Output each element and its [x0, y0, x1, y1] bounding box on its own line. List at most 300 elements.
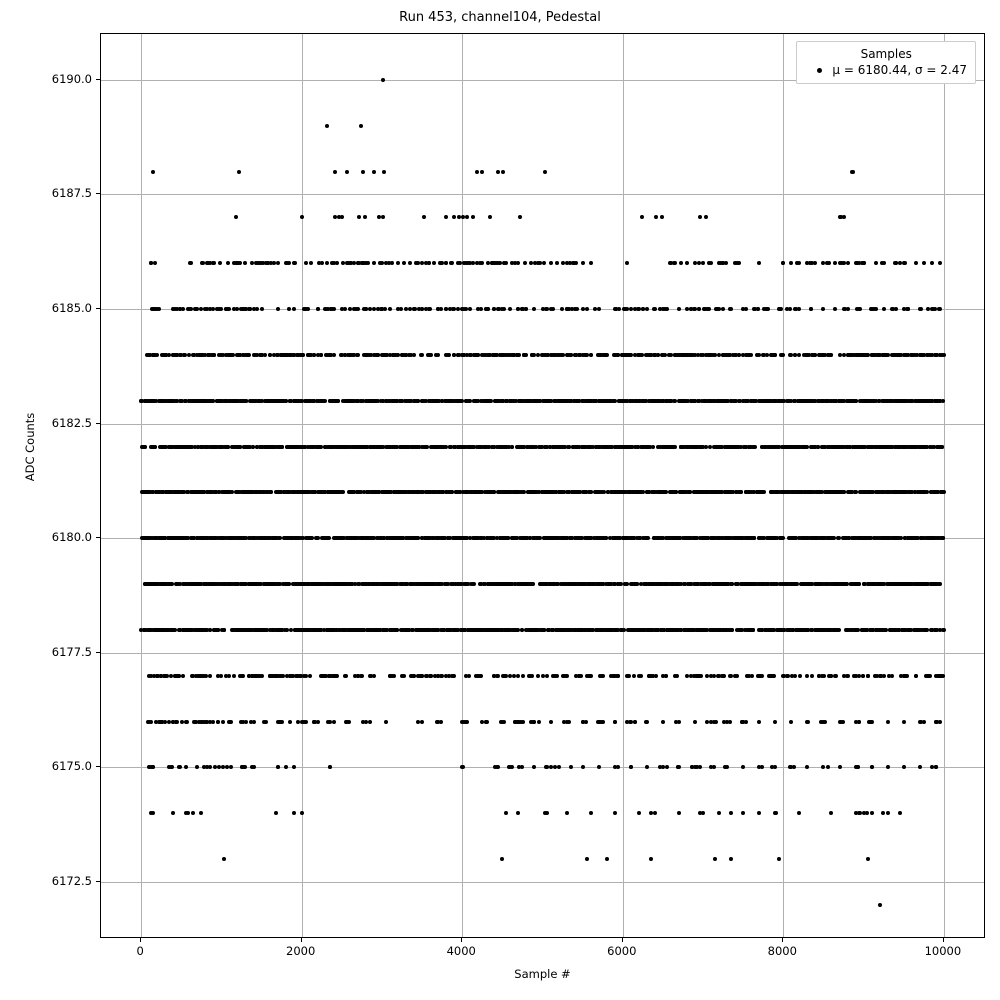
scatter-point — [456, 536, 460, 540]
scatter-point — [197, 353, 201, 357]
scatter-point — [241, 353, 245, 357]
scatter-point — [153, 445, 157, 449]
scatter-point — [532, 445, 536, 449]
scatter-point — [416, 261, 420, 265]
scatter-point — [732, 399, 736, 403]
scatter-point — [721, 307, 725, 311]
scatter-point — [925, 490, 929, 494]
scatter-point — [793, 307, 797, 311]
scatter-point — [483, 445, 487, 449]
scatter-point — [641, 307, 645, 311]
scatter-point — [524, 399, 528, 403]
scatter-point — [470, 445, 474, 449]
scatter-point — [645, 307, 649, 311]
scatter-point — [565, 261, 569, 265]
scatter-point — [810, 490, 814, 494]
scatter-point — [160, 445, 164, 449]
scatter-point — [585, 536, 589, 540]
scatter-point — [715, 490, 719, 494]
scatter-point — [842, 215, 846, 219]
scatter-point — [300, 215, 304, 219]
scatter-point — [252, 536, 256, 540]
scatter-point — [272, 261, 276, 265]
scatter-point — [312, 353, 316, 357]
scatter-point — [581, 307, 585, 311]
scatter-point — [303, 307, 307, 311]
scatter-point — [766, 536, 770, 540]
scatter-point — [383, 307, 387, 311]
gridline-horizontal — [101, 653, 984, 654]
scatter-point — [520, 445, 524, 449]
scatter-point — [452, 215, 456, 219]
scatter-point — [928, 445, 932, 449]
scatter-point — [752, 307, 756, 311]
scatter-point — [441, 445, 445, 449]
scatter-point — [766, 399, 770, 403]
scatter-point — [487, 353, 491, 357]
scatter-point — [625, 353, 629, 357]
scatter-point — [797, 353, 801, 357]
scatter-point — [366, 399, 370, 403]
scatter-point — [501, 170, 505, 174]
scatter-point — [310, 445, 314, 449]
scatter-point — [532, 307, 536, 311]
scatter-point — [911, 445, 915, 449]
scatter-point — [526, 445, 530, 449]
scatter-point — [769, 445, 773, 449]
scatter-point — [322, 399, 326, 403]
scatter-point — [477, 445, 481, 449]
scatter-point — [486, 399, 490, 403]
scatter-point — [258, 536, 262, 540]
scatter-point — [630, 445, 634, 449]
scatter-point — [615, 445, 619, 449]
scatter-point — [744, 307, 748, 311]
scatter-point — [287, 307, 291, 311]
scatter-point — [698, 215, 702, 219]
scatter-point — [919, 307, 923, 311]
scatter-point — [833, 261, 837, 265]
scatter-point — [447, 353, 451, 357]
scatter-point — [243, 261, 247, 265]
scatter-point — [612, 353, 616, 357]
scatter-point — [341, 490, 345, 494]
scatter-point — [781, 261, 785, 265]
scatter-point — [848, 445, 852, 449]
scatter-point — [571, 261, 575, 265]
gridline-vertical — [462, 34, 463, 937]
scatter-point — [315, 445, 319, 449]
scatter-point — [674, 490, 678, 494]
scatter-point — [880, 261, 884, 265]
scatter-point — [391, 399, 395, 403]
scatter-point — [641, 445, 645, 449]
scatter-point — [471, 215, 475, 219]
scatter-point — [479, 307, 483, 311]
scatter-point — [383, 353, 387, 357]
scatter-point — [450, 490, 454, 494]
scatter-point — [241, 399, 245, 403]
scatter-point — [604, 536, 608, 540]
scatter-point — [697, 261, 701, 265]
scatter-point — [574, 353, 578, 357]
scatter-point — [692, 399, 696, 403]
scatter-point — [739, 490, 743, 494]
scatter-point — [155, 307, 159, 311]
scatter-point — [232, 307, 236, 311]
scatter-point — [687, 536, 691, 540]
scatter-point — [420, 307, 424, 311]
scatter-point — [478, 261, 482, 265]
scatter-point — [237, 170, 241, 174]
gridline-horizontal — [101, 767, 984, 768]
scatter-point — [920, 353, 924, 357]
scatter-point — [872, 399, 876, 403]
scatter-point — [255, 445, 259, 449]
scatter-point — [597, 399, 601, 403]
scatter-point — [543, 445, 547, 449]
scatter-point — [452, 445, 456, 449]
scatter-point — [569, 353, 573, 357]
scatter-point — [903, 261, 907, 265]
scatter-point — [444, 215, 448, 219]
scatter-point — [802, 353, 806, 357]
scatter-point — [822, 445, 826, 449]
scatter-point — [272, 399, 276, 403]
scatter-point — [300, 353, 304, 357]
scatter-point — [900, 399, 904, 403]
scatter-point — [510, 445, 514, 449]
scatter-point — [605, 399, 609, 403]
scatter-point — [284, 261, 288, 265]
scatter-point — [296, 445, 300, 449]
scatter-point — [399, 307, 403, 311]
scatter-point — [340, 215, 344, 219]
scatter-point — [435, 399, 439, 403]
scatter-point — [404, 399, 408, 403]
scatter-point — [364, 353, 368, 357]
scatter-point — [601, 353, 605, 357]
scatter-point — [704, 445, 708, 449]
scatter-point — [292, 307, 296, 311]
scatter-point — [231, 353, 235, 357]
scatter-point — [255, 307, 259, 311]
scatter-point — [623, 307, 627, 311]
scatter-point — [230, 445, 234, 449]
scatter-point — [778, 307, 782, 311]
scatter-point — [793, 353, 797, 357]
scatter-point — [827, 445, 831, 449]
scatter-point — [589, 261, 593, 265]
scatter-point — [427, 261, 431, 265]
scatter-point — [320, 261, 324, 265]
scatter-point — [709, 399, 713, 403]
scatter-point — [657, 536, 661, 540]
scatter-point — [186, 445, 190, 449]
scatter-point — [707, 307, 711, 311]
scatter-point — [882, 307, 886, 311]
scatter-point — [236, 353, 240, 357]
scatter-point — [697, 399, 701, 403]
scatter-point — [575, 307, 579, 311]
scatter-point — [664, 399, 668, 403]
scatter-point — [152, 353, 156, 357]
gridline-vertical — [944, 34, 945, 937]
scatter-point — [721, 353, 725, 357]
scatter-point — [385, 536, 389, 540]
scatter-point — [341, 261, 345, 265]
scatter-point — [581, 261, 585, 265]
scatter-point — [372, 170, 376, 174]
scatter-point — [789, 261, 793, 265]
scatter-point — [941, 399, 945, 403]
scatter-point — [472, 399, 476, 403]
scatter-point — [904, 353, 908, 357]
scatter-point — [345, 170, 349, 174]
scatter-point — [429, 353, 433, 357]
scatter-point — [821, 261, 825, 265]
scatter-point — [646, 445, 650, 449]
scatter-point — [640, 215, 644, 219]
scatter-point — [938, 261, 942, 265]
scatter-point — [887, 536, 891, 540]
scatter-point — [449, 261, 453, 265]
scatter-point — [504, 353, 508, 357]
scatter-point — [757, 261, 761, 265]
scatter-point — [897, 445, 901, 449]
scatter-point — [493, 353, 497, 357]
scatter-point — [179, 399, 183, 403]
scatter-point — [343, 353, 347, 357]
scatter-point — [221, 353, 225, 357]
scatter-point — [518, 215, 522, 219]
scatter-point — [752, 536, 756, 540]
scatter-point — [260, 307, 264, 311]
scatter-point — [412, 307, 416, 311]
scatter-point — [419, 353, 423, 357]
scatter-point — [440, 261, 444, 265]
scatter-point — [717, 445, 721, 449]
gridline-horizontal — [101, 194, 984, 195]
scatter-point — [837, 536, 841, 540]
scatter-point — [388, 307, 392, 311]
gridline-vertical — [302, 34, 303, 937]
scatter-point — [788, 307, 792, 311]
scatter-point — [914, 261, 918, 265]
scatter-point — [618, 399, 622, 403]
scatter-point — [510, 353, 514, 357]
scatter-point — [151, 399, 155, 403]
scatter-point — [817, 353, 821, 357]
scatter-point — [422, 215, 426, 219]
scatter-point — [787, 399, 791, 403]
scatter-point — [217, 399, 221, 403]
scatter-point — [212, 353, 216, 357]
scatter-point — [922, 261, 926, 265]
scatter-point — [874, 307, 878, 311]
scatter-point — [807, 399, 811, 403]
scatter-point — [351, 399, 355, 403]
scatter-point — [187, 399, 191, 403]
scatter-point — [268, 353, 272, 357]
scatter-point — [530, 353, 534, 357]
scatter-point — [368, 307, 372, 311]
scatter-point — [343, 307, 347, 311]
scatter-point — [601, 445, 605, 449]
scatter-point — [797, 307, 801, 311]
scatter-point — [452, 353, 456, 357]
scatter-point — [707, 261, 711, 265]
scatter-point — [140, 445, 144, 449]
scatter-point — [351, 445, 355, 449]
scatter-point — [937, 307, 941, 311]
scatter-point — [654, 399, 658, 403]
scatter-point — [561, 445, 565, 449]
scatter-point — [538, 261, 542, 265]
scatter-point — [652, 307, 656, 311]
scatter-point — [319, 353, 323, 357]
scatter-point — [381, 78, 385, 82]
scatter-point — [701, 261, 705, 265]
scatter-point — [539, 445, 543, 449]
scatter-point — [352, 307, 356, 311]
scatter-point — [560, 307, 564, 311]
scatter-point — [461, 445, 465, 449]
scatter-point — [478, 536, 482, 540]
scatter-point — [357, 215, 361, 219]
scatter-point — [549, 536, 553, 540]
scatter-point — [508, 307, 512, 311]
scatter-point — [400, 353, 404, 357]
scatter-point — [228, 399, 232, 403]
scatter-point — [266, 399, 270, 403]
scatter-point — [289, 399, 293, 403]
scatter-point — [532, 536, 536, 540]
scatter-point — [535, 399, 539, 403]
scatter-point — [897, 353, 901, 357]
scatter-point — [862, 261, 866, 265]
scatter-point — [206, 261, 210, 265]
scatter-point — [851, 170, 855, 174]
scatter-point — [703, 536, 707, 540]
scatter-point — [563, 399, 567, 403]
scatter-point — [617, 307, 621, 311]
scatter-point — [833, 307, 837, 311]
scatter-point — [827, 261, 831, 265]
scatter-point — [744, 399, 748, 403]
scatter-point — [788, 353, 792, 357]
scatter-point — [444, 261, 448, 265]
scatter-point — [610, 445, 614, 449]
scatter-point — [373, 445, 377, 449]
scatter-point — [842, 353, 846, 357]
scatter-point — [762, 536, 766, 540]
scatter-point — [559, 353, 563, 357]
scatter-point — [201, 261, 205, 265]
scatter-point — [190, 445, 194, 449]
scatter-point — [255, 353, 259, 357]
scatter-point — [813, 261, 817, 265]
scatter-point — [376, 353, 380, 357]
scatter-point — [924, 399, 928, 403]
scatter-point — [408, 261, 412, 265]
scatter-point — [629, 307, 633, 311]
scatter-point — [316, 307, 320, 311]
scatter-point — [276, 261, 280, 265]
scatter-point — [352, 261, 356, 265]
scatter-point — [330, 399, 334, 403]
scatter-point — [665, 307, 669, 311]
scatter-point — [620, 353, 624, 357]
scatter-point — [150, 307, 154, 311]
scatter-point — [794, 445, 798, 449]
scatter-point — [677, 307, 681, 311]
scatter-point — [412, 353, 416, 357]
scatter-point — [575, 445, 579, 449]
scatter-point — [258, 399, 262, 403]
scatter-point — [268, 445, 272, 449]
scatter-point — [393, 445, 397, 449]
scatter-point — [398, 445, 402, 449]
scatter-point — [269, 490, 273, 494]
scatter-point — [523, 261, 527, 265]
scatter-point — [333, 170, 337, 174]
scatter-point — [433, 445, 437, 449]
scatter-point — [718, 399, 722, 403]
scatter-point — [686, 399, 690, 403]
scatter-point — [208, 445, 212, 449]
scatter-point — [482, 353, 486, 357]
scatter-point — [854, 399, 858, 403]
scatter-point — [455, 490, 459, 494]
scatter-point — [363, 215, 367, 219]
scatter-point — [820, 399, 824, 403]
scatter-point — [666, 536, 670, 540]
scatter-point — [425, 445, 429, 449]
scatter-point — [582, 445, 586, 449]
scatter-point — [329, 353, 333, 357]
scatter-point — [877, 399, 881, 403]
scatter-point — [840, 445, 844, 449]
scatter-point — [475, 170, 479, 174]
gridline-vertical — [783, 34, 784, 937]
scatter-point — [898, 261, 902, 265]
scatter-point — [149, 261, 153, 265]
scatter-point — [636, 445, 640, 449]
scatter-point — [382, 170, 386, 174]
scatter-point — [713, 445, 717, 449]
scatter-point — [213, 445, 217, 449]
scatter-point — [660, 353, 664, 357]
scatter-point — [323, 445, 327, 449]
scatter-point — [175, 307, 179, 311]
gridline-horizontal — [101, 424, 984, 425]
scatter-point — [667, 353, 671, 357]
scatter-point — [520, 307, 524, 311]
scatter-point — [669, 399, 673, 403]
scatter-point — [658, 307, 662, 311]
scatter-point — [279, 353, 283, 357]
scatter-point — [795, 261, 799, 265]
scatter-point — [251, 445, 255, 449]
scatter-point — [780, 536, 784, 540]
scatter-point — [359, 399, 363, 403]
scatter-point — [309, 261, 313, 265]
scatter-point — [329, 490, 333, 494]
scatter-point — [355, 445, 359, 449]
scatter-point — [469, 353, 473, 357]
scatter-point — [849, 353, 853, 357]
